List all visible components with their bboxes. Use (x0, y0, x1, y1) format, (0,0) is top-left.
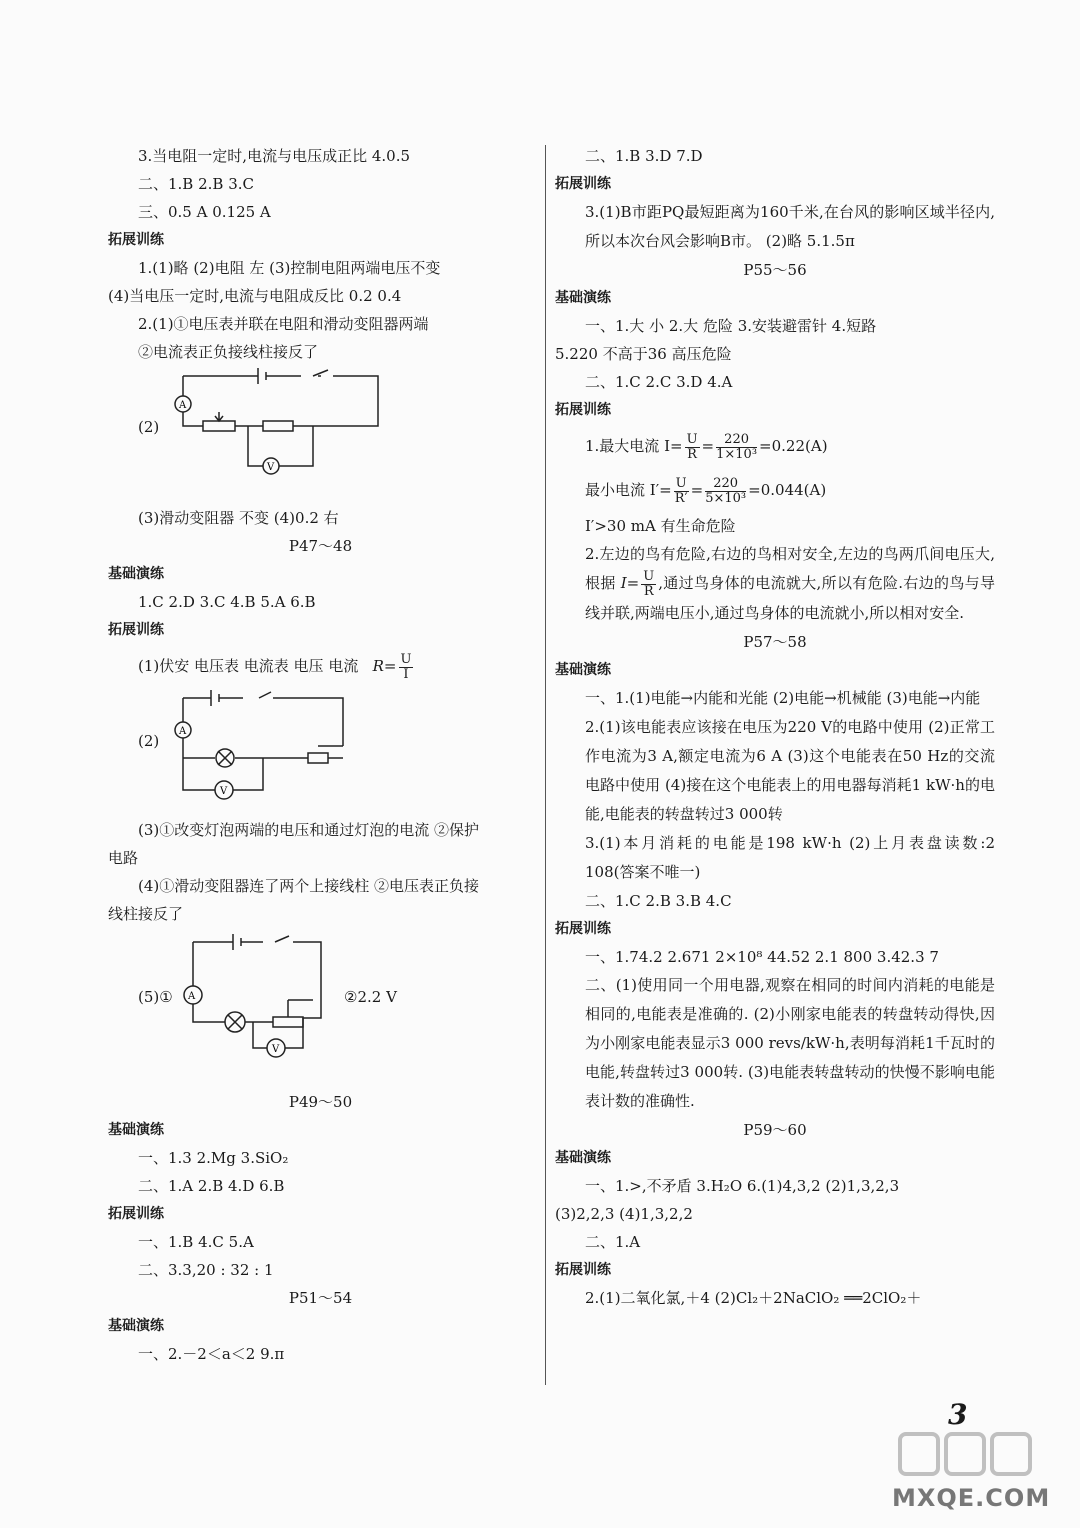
answer-line: 一、1.B 4.C 5.A (138, 1233, 254, 1251)
equation-text: =0.22(A) (759, 437, 828, 455)
equation-text: = (690, 481, 704, 499)
answer-line: 一、2.－2＜a＜2 9.π (138, 1345, 285, 1363)
equation-line (555, 468, 995, 512)
formula-i: I= (615, 574, 640, 592)
answer-paragraph (555, 540, 995, 628)
left-column (108, 142, 533, 1368)
section-heading: 基础演练 (555, 290, 611, 306)
answer-line: 2.(1)①电压表并联在电阻和滑动变阻器两端 (138, 315, 429, 333)
page-range: P47～48 (288, 537, 353, 555)
answer-line: 1.C 2.D 3.C 4.B 5.A 6.B (138, 593, 316, 611)
answer-line: 二、1.A 2.B 4.D 6.B (138, 1177, 285, 1195)
denominator: 1×10³ (716, 446, 758, 462)
circuit-1-svg (163, 366, 403, 504)
answer-line: 线柱接反了 (108, 905, 184, 923)
section-heading: 基础演练 (108, 566, 164, 582)
answer-line: I′>30 mA 有生命危险 (585, 517, 736, 535)
answer-line: 二、3.3,20 : 32 : 1 (138, 1261, 274, 1279)
answer-line (108, 644, 533, 688)
column-divider (545, 145, 546, 1385)
answer-line: 3.当电阻一定时,电流与电压成正比 4.0.5 (138, 147, 411, 165)
circuit-diagram-2 (108, 688, 533, 816)
numerator: U (686, 431, 698, 447)
numerator: 220 (716, 433, 757, 448)
page-number: 3 (948, 1398, 968, 1431)
fraction (399, 653, 414, 682)
answer-text: 2.左边的鸟有危险,右边的鸟相对安全,左边的鸟两爪间电压大,根据 (585, 545, 995, 592)
fraction (641, 570, 656, 599)
numerator: 220 (705, 477, 746, 492)
page-range: P59～60 (743, 1120, 807, 1139)
circuit-3-svg (163, 928, 343, 1088)
svg-text:V: V (272, 1044, 280, 1055)
answer-line: (3)2,2,3 (4)1,3,2,2 (555, 1204, 693, 1223)
circuit-diagram-1 (108, 366, 533, 504)
equation-text: = (701, 437, 715, 455)
formula-r: R= (372, 657, 397, 675)
answer-line: 1.(1)略 (2)电阻 左 (3)控制电阻两端电压不变 (138, 259, 441, 277)
section-heading: 基础演练 (108, 1318, 164, 1334)
answer-text: (1)伏安 电压表 电流表 电压 电流 (138, 657, 359, 675)
fraction (685, 433, 700, 462)
watermark-text: MXQE.COM (892, 1484, 1051, 1512)
answer-line: 2.(1)二氧化氯,＋4 (2)Cl₂＋2NaClO₂ ══2ClO₂＋ (585, 1288, 922, 1307)
circuit-diagram-3 (108, 928, 533, 1088)
answer-paragraph: 2.(1)该电能表应该接在电压为220 V的电路中使用 (2)正常工作电流为3 A,额定电流为6 A (3)这个电能表在50 Hz的交流电路中使用 (4)接在这个电能表上的用电器每消耗1 kW·h的电能,电能表的转盘转过3 000转 (585, 717, 995, 823)
circuit-label: (2) (138, 732, 160, 750)
section-heading: 基础演练 (555, 661, 611, 678)
fraction (674, 477, 689, 506)
answer-line: 电路 (108, 849, 139, 867)
answer-line: 二、1.A (585, 1232, 641, 1251)
answer-line: 二、1.B 2.B 3.C (138, 175, 254, 193)
answer-line: (3)滑动变阻器 不变 (4)0.2 右 (138, 509, 339, 527)
svg-text:A: A (179, 400, 187, 411)
answer-line: 一、1.>,不矛盾 3.H₂O 6.(1)4,3,2 (2)1,3,2,3 (585, 1176, 900, 1195)
answer-line: 一、1.3 2.Mg 3.SiO₂ (138, 1149, 289, 1167)
page-range: P49～50 (288, 1093, 353, 1111)
denominator: I (403, 666, 409, 682)
answer-text: ,通过鸟身体的电流就大,所以有危险.右边的鸟与导线并联,两端电压小,通过鸟身体的电流就小,所以相对安全. (585, 574, 995, 622)
page-range: P55～56 (743, 261, 807, 279)
numerator: U (643, 568, 655, 584)
section-heading: 拓展训练 (555, 920, 611, 937)
answer-line: 一、1.大 小 2.大 危险 3.安装避雷针 4.短路 (585, 317, 877, 335)
section-heading: 基础演练 (108, 1122, 164, 1138)
section-heading: 拓展训练 (555, 176, 611, 192)
numerator: U (675, 475, 687, 491)
page-range: P57～58 (743, 632, 807, 651)
page-range: P51～54 (288, 1289, 353, 1307)
answer-line: (4)当电压一定时,电流与电阻成反比 0.2 0.4 (108, 287, 402, 305)
section-heading: 基础演练 (555, 1149, 611, 1166)
svg-text:A: A (188, 991, 196, 1002)
numerator: U (400, 651, 412, 667)
section-heading: 拓展训练 (108, 232, 164, 248)
denominator: 5×10³ (705, 490, 747, 506)
fraction (705, 477, 746, 506)
answer-line: 5.220 不高于36 高压危险 (555, 345, 732, 363)
answer-line: 二、1.C 2.C 3.D 4.A (585, 373, 733, 391)
answer-line: 一、1.74.2 2.671 2×10⁸ 44.52 2.1 800 3.42.3 7 (585, 947, 939, 966)
circuit-label: (2) (138, 418, 160, 436)
answer-line: (3)①改变灯泡两端的电压和通过灯泡的电流 ②保护 (138, 821, 480, 839)
equation-line (555, 424, 995, 468)
svg-text:V: V (267, 462, 275, 473)
answer-line: (4)①滑动变阻器连了两个上接线柱 ②电压表正负接 (138, 877, 480, 895)
fraction (716, 433, 757, 462)
answer-line: 二、1.C 2.B 3.B 4.C (585, 891, 732, 910)
circuit-label: (5)① (138, 988, 173, 1006)
denominator: R (687, 446, 697, 462)
section-heading: 拓展训练 (555, 402, 611, 418)
svg-text:A: A (179, 726, 187, 737)
answer-line: ②电流表正负接线柱接反了 (138, 343, 319, 361)
answer-paragraph: 二、(1)使用同一个用电器,观察在相同的时间内消耗的电能是相同的,电能表是准确的. (2)小刚家电能表的转盘转动得快,因为小刚家电能表显示3 000 revs/kW·h,表明每消耗1千瓦时的电能,转盘转过3 000转. (3)电能表转盘转动的快慢不影响电能表计数的准确性. (585, 975, 995, 1110)
answer-paragraph: 一、1.(1)电能→内能和光能 (2)电能→机械能 (3)电能→内能 (585, 688, 981, 707)
circuit-note: ②2.2 V (344, 988, 397, 1006)
section-heading: 拓展训练 (108, 1206, 164, 1222)
answer-line: 三、0.5 A 0.125 A (138, 203, 271, 221)
section-heading: 拓展训练 (555, 1261, 611, 1278)
right-column (555, 142, 995, 1312)
equation-text: =0.044(A) (748, 481, 827, 499)
equation-text: 1.最大电流 I= (585, 437, 683, 455)
svg-text:V: V (220, 786, 228, 797)
section-heading: 拓展训练 (108, 622, 164, 638)
answer-paragraph: 3.(1)B市距PQ最短距离为160千米,在台风的影响区域半径内,所以本次台风会影响B市。 (2)略 5.1.5π (585, 203, 995, 250)
answer-paragraph: 3.(1)本月消耗的电能是198 kW·h (2)上月表盘读数:2 108(答案不唯一) (585, 833, 995, 881)
circuit-2-svg (163, 688, 403, 816)
denominator: R′ (674, 490, 688, 506)
equation-text: 最小电流 I′= (585, 481, 672, 499)
denominator: R (643, 583, 654, 599)
answer-line: 二、1.B 3.D 7.D (585, 147, 703, 165)
